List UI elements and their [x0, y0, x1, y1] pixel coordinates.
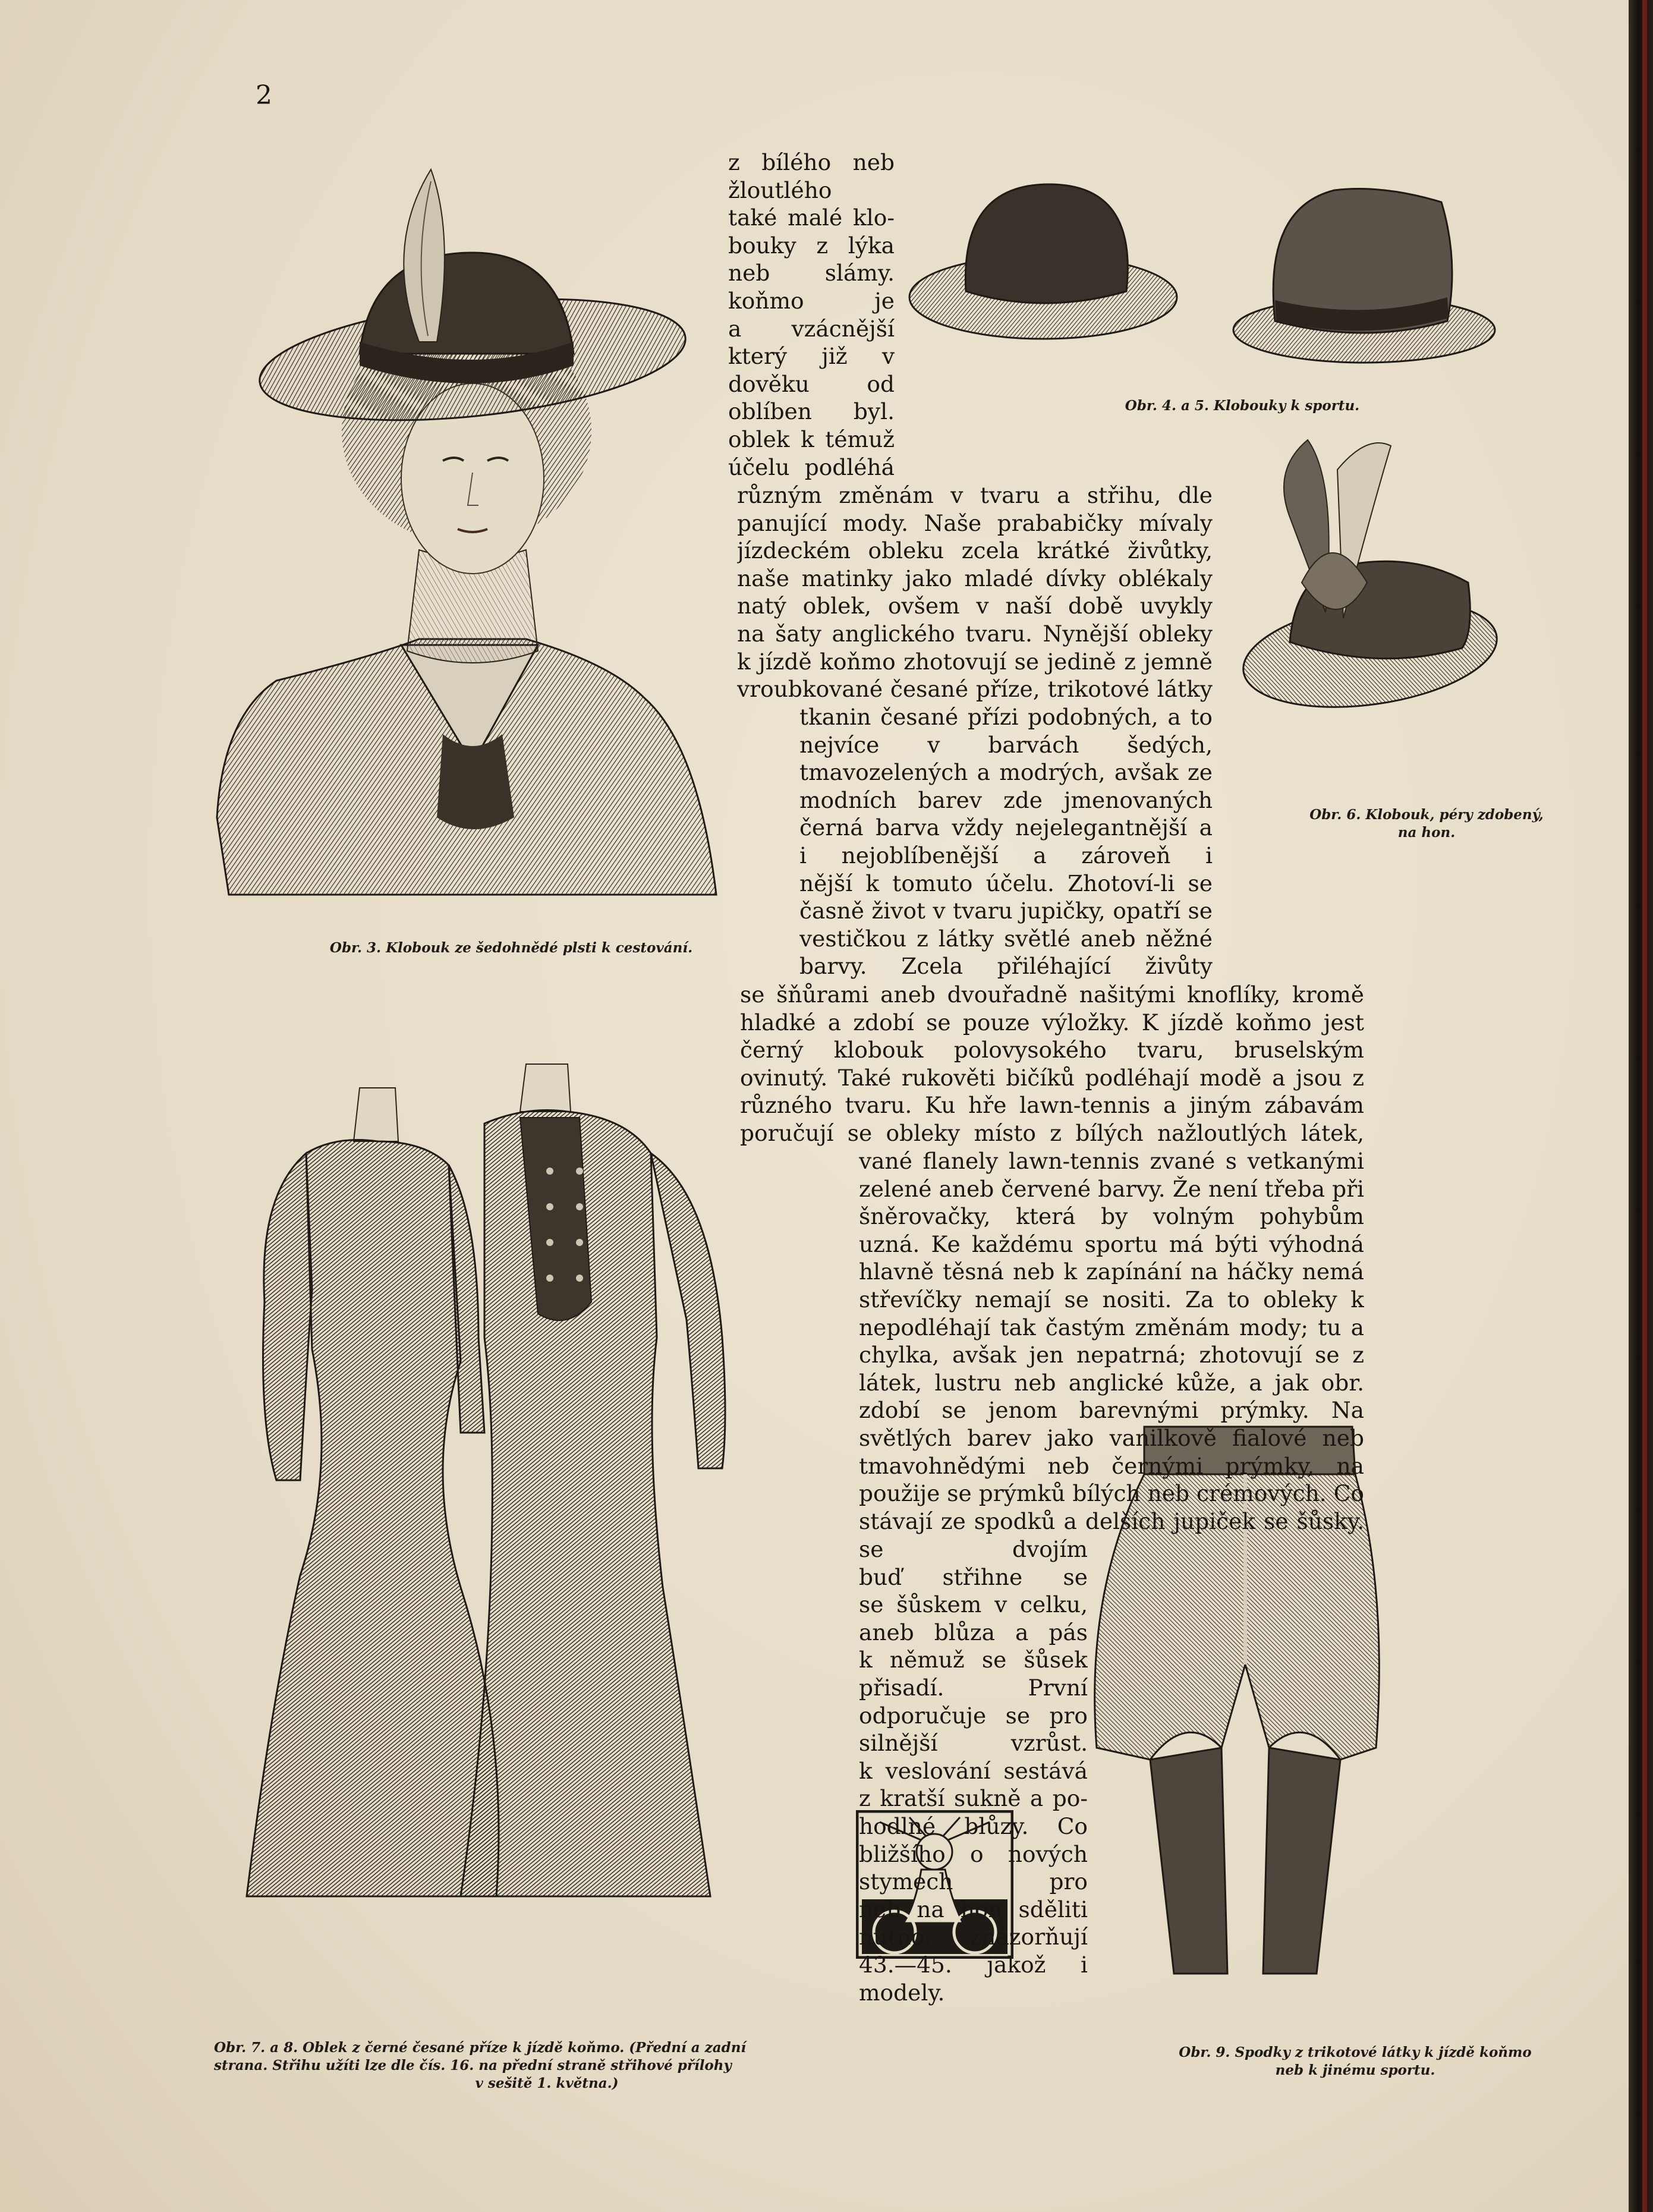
text-line: vroubkované česané příze, trikotové látky: [737, 676, 1213, 703]
book-binding-red-strip: [1642, 0, 1647, 2212]
text-line: časně život v tvaru jupičky, opatří se: [799, 898, 1213, 924]
text-line: natý oblek, ovšem v naší době uvykly: [737, 593, 1213, 619]
text-line: stymech pro: [859, 1868, 1088, 1895]
text-line: také malé klo-: [728, 204, 895, 231]
text-line: přisadí. První: [859, 1674, 1088, 1701]
figure-9-caption-line2: neb k jinému sportu.: [1275, 2062, 1435, 2078]
text-column-narrow: [799, 703, 1213, 980]
text-column-top-left: [728, 149, 895, 481]
text-line: jízdeckém obleku zcela krátké živůtky,: [737, 537, 1213, 564]
figure-6-caption-line2: na hon.: [1397, 825, 1456, 841]
text-line: se šňůrami aneb dvouřadně našitými knoflíky, kromě: [740, 981, 1364, 1008]
text-line: použije se prýmků bílých neb crémových. Co: [859, 1480, 1364, 1507]
text-line: aneb blůza a pás: [859, 1619, 1088, 1645]
text-column-mid: [737, 482, 1213, 703]
figure-9-caption-line1: Obr. 9. Spodky z trikotové látky k jízdě koňmo: [1179, 2044, 1532, 2060]
text-line: se dvojím: [859, 1536, 1088, 1562]
figure-7-8-caption-line3: v sešitě 1. května.): [475, 2075, 619, 2091]
text-line: účelu podléhá: [728, 454, 895, 480]
text-line: vestičkou z látky světlé aneb něžné: [799, 925, 1213, 952]
text-line: chylka, avšak jen nepatrná; zhotovují se z: [859, 1342, 1364, 1368]
text-line: vané flanely lawn-tennis zvané s vetkanými: [859, 1148, 1364, 1174]
text-line: různého tvaru. Ku hře lawn-tennis a jiným zábavám: [740, 1092, 1364, 1119]
text-line: k jízdě koňmo zhotovují se jedině z jemně: [737, 648, 1213, 675]
text-line: světlých barev jako vanilkově fialové neb: [859, 1424, 1364, 1451]
text-line: z bílého neb: [728, 149, 895, 175]
figure-6-caption-line1: Obr. 6. Klobouk, péry zdobený,: [1309, 807, 1544, 823]
text-line: zelené aneb červené barvy. Že není třeba při: [859, 1175, 1364, 1202]
text-line: koňmo je: [728, 287, 895, 314]
figure-3-caption: Obr. 3. Klobouk ze šedohnědé plsti k cestování.: [329, 940, 693, 956]
text-line: oblek k témuž: [728, 426, 895, 452]
text-line: žloutlého: [728, 177, 832, 203]
text-line: neb slámy.: [728, 260, 895, 287]
text-column-lower: [859, 1147, 1364, 1535]
text-line: nepodléhají tak častým změnám mody; tu a: [859, 1314, 1364, 1341]
text-line: tmavohnědými neb černými prýmky, na: [859, 1452, 1364, 1479]
text-line: černý klobouk polovysokého tvaru, bruselským: [740, 1037, 1364, 1063]
text-line: 43.—45. jakož i: [859, 1951, 1088, 1978]
text-line: poručují se obleky místo z bílých nažloutlých látek,: [740, 1119, 1364, 1146]
figure-6-feathered-hat: [1236, 434, 1516, 719]
text-line: stávají ze spodků a delších jupiček se šůsky.: [859, 1508, 1364, 1534]
text-column-bottom: [859, 1536, 1088, 2006]
text-line: silnější vzrůst.: [859, 1730, 1088, 1757]
text-line: ovinutý. Také rukověti bičíků podléhají modě a jsou z: [740, 1064, 1364, 1091]
text-line: nější k tomuto účelu. Zhotoví-li se: [799, 870, 1213, 896]
text-line: se šůskem v celku,: [859, 1591, 1088, 1618]
figure-3-hat-portrait: [193, 163, 728, 901]
text-line: na šaty anglického tvaru. Nynější obleky: [737, 620, 1213, 647]
text-line: šněrovačky, která by volným pohybům: [859, 1203, 1364, 1230]
text-line: střevíčky nemají se nositi. Za to obleky k: [859, 1286, 1364, 1313]
text-line: látek, lustru neb anglické kůže, a jak obr.: [859, 1369, 1364, 1396]
text-line: buď střihne se: [859, 1563, 1088, 1590]
text-line: odporučuje se pro: [859, 1702, 1088, 1729]
text-line: který již v: [728, 343, 895, 370]
figure-4-5-sport-hats: [906, 172, 1501, 369]
text-line: různým změnám v tvaru a střihu, dle: [737, 482, 1213, 508]
text-line: zdobí se jenom barevnými prýmky. Na: [859, 1397, 1364, 1424]
page-number: 2: [256, 80, 272, 111]
text-line: nutno, znázorňují: [859, 1924, 1088, 1950]
figure-4-5-caption: Obr. 4. a 5. Klobouky k sportu.: [1125, 398, 1360, 414]
text-line: černá barva vždy nejelegantnější a: [799, 814, 1213, 841]
text-line: nejvíce v barvách šedých,: [799, 731, 1213, 758]
text-line: dověku od: [728, 370, 895, 397]
text-line: barvy. Zcela přiléhající živůty: [799, 953, 1213, 980]
text-line: hladké a zdobí se pouze výložky. K jízdě koňmo jest: [740, 1009, 1364, 1036]
text-line: neb na hon sděliti: [859, 1896, 1088, 1922]
text-line: hlavně těsná neb k zapínání na háčky nemá: [859, 1258, 1364, 1285]
figure-7-8-caption-line2: strana. Střihu užíti lze dle čís. 16. na přední straně střihové přílohy: [214, 2057, 732, 2073]
text-line: modních barev zde jmenovaných: [799, 786, 1213, 813]
text-line: uzná. Ke každému sportu má býti výhodná: [859, 1231, 1364, 1257]
text-line: a vzácnější: [728, 315, 895, 342]
text-line: modely.: [859, 1979, 945, 2006]
text-line: hodlné blůzy. Co: [859, 1813, 1088, 1839]
text-line: tkanin česané přízi podobných, a to: [799, 704, 1213, 730]
text-line: bližšího o nových: [859, 1840, 1088, 1867]
text-line: panující mody. Naše prababičky mívaly: [737, 509, 1213, 536]
text-line: k veslování sestává: [859, 1757, 1088, 1784]
text-line: k němuž se šůsek: [859, 1647, 1088, 1673]
book-binding-edge: [1629, 0, 1653, 2212]
text-line: oblíben byl.: [728, 398, 895, 425]
figure-7-8-riding-dress: [235, 1052, 746, 1902]
text-line: z kratší sukně a po-: [859, 1785, 1088, 1812]
text-column-wide: [740, 981, 1364, 1147]
text-line: naše matinky jako mladé dívky oblékaly: [737, 565, 1213, 591]
text-line: tmavozelených a modrých, avšak ze: [799, 759, 1213, 786]
text-line: bouky z lýka: [728, 232, 895, 259]
figure-7-8-caption-line1: Obr. 7. a 8. Oblek z černé česané příze k jízdě koňmo. (Přední a zadní: [214, 2040, 747, 2056]
text-line: i nejoblíbenější a zároveň i: [799, 842, 1213, 869]
